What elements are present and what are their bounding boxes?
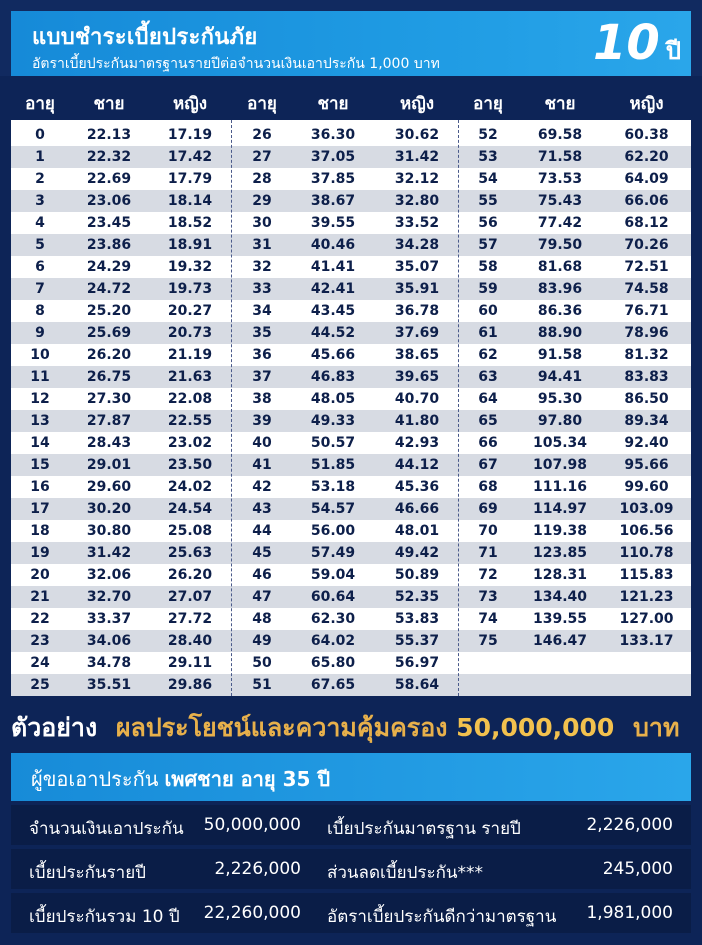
rate-cell-age: 22 — [30, 611, 50, 627]
rate-cell-female: 55.37 — [394, 633, 440, 649]
rate-cell-male: 44.52 — [310, 325, 356, 341]
rate-cell-male: 128.31 — [532, 567, 588, 583]
column-header-female: หญิง — [400, 94, 434, 114]
rate-cell-female: 83.83 — [624, 369, 669, 385]
rate-cell-female: 36.78 — [394, 303, 440, 319]
rate-cell-female: 66.06 — [624, 193, 669, 209]
example-text: ผลประโยชน์และความคุ้มครอง — [115, 713, 448, 742]
rate-cell-male: 77.42 — [537, 215, 583, 231]
rate-cell-age: 35 — [252, 325, 272, 341]
rate-cell-female: 23.50 — [167, 457, 213, 473]
rate-cell-male: 67.65 — [310, 677, 356, 693]
rate-cell-male: 46.83 — [310, 369, 356, 385]
rate-cell-female: 25.08 — [167, 523, 213, 539]
rate-cell-age: 23 — [30, 633, 50, 649]
rate-cell-male: 25.69 — [86, 325, 132, 341]
rate-cell-female: 60.38 — [624, 127, 669, 143]
rate-cell-male: 134.40 — [532, 589, 588, 605]
example-amount: 50,000,000 — [456, 713, 615, 742]
rate-cell-age: 62 — [478, 347, 498, 363]
rate-cell-age: 59 — [478, 281, 498, 297]
rate-cell-female: 56.97 — [394, 655, 440, 671]
rate-cell-age: 51 — [252, 677, 272, 693]
rate-cell-male: 31.42 — [86, 545, 132, 561]
rate-cell-age: 57 — [478, 237, 498, 253]
column-header-female: หญิง — [629, 94, 664, 114]
rate-cell-male: 40.46 — [310, 237, 356, 253]
rate-cell-female: 37.69 — [394, 325, 440, 341]
rate-cell-age: 55 — [478, 193, 498, 209]
rate-cell-male: 26.20 — [86, 347, 132, 363]
page-subtitle: อัตราเบี้ยประกันมาตรฐานรายปีต่อจำนวนเงินเอาประกัน 1,000 บาท — [32, 56, 440, 72]
summary-row — [11, 805, 691, 845]
rate-cell-male: 22.32 — [86, 149, 132, 165]
rate-table-header — [11, 88, 691, 114]
rate-cell-age: 47 — [252, 589, 272, 605]
rate-cell-female: 29.86 — [167, 677, 213, 693]
rate-cell-male: 28.43 — [86, 435, 132, 451]
applicant-banner — [11, 753, 691, 801]
rate-cell-male: 23.45 — [86, 215, 132, 231]
rate-cell-male: 123.85 — [532, 545, 588, 561]
rate-cell-male: 39.55 — [310, 215, 356, 231]
rate-cell-female: 64.09 — [624, 171, 669, 187]
example-heading — [11, 708, 679, 748]
rate-cell-age: 12 — [30, 391, 50, 407]
rate-cell-male: 32.70 — [86, 589, 132, 605]
rate-cell-age: 8 — [35, 303, 45, 319]
rate-cell-female: 24.02 — [167, 479, 213, 495]
rate-cell-male: 29.60 — [86, 479, 132, 495]
rate-cell-male: 83.96 — [537, 281, 583, 297]
rate-cell-age: 75 — [478, 633, 498, 649]
rate-cell-female: 53.83 — [394, 611, 440, 627]
rate-cell-male: 38.67 — [310, 193, 356, 209]
rate-cell-age: 10 — [30, 347, 50, 363]
rate-cell-age: 42 — [252, 479, 272, 495]
rate-cell-age: 38 — [252, 391, 272, 407]
rate-cell-male: 29.01 — [86, 457, 132, 473]
rate-cell-age: 29 — [252, 193, 272, 209]
rate-cell-male: 94.41 — [537, 369, 583, 385]
rate-cell-male: 27.30 — [86, 391, 132, 407]
rate-cell-male: 64.02 — [310, 633, 356, 649]
rate-cell-age: 24 — [30, 655, 50, 671]
rate-cell-age: 41 — [252, 457, 272, 473]
rate-cell-age: 53 — [478, 149, 498, 165]
rate-cell-male: 22.69 — [86, 171, 132, 187]
rate-cell-female: 25.63 — [167, 545, 213, 561]
rate-cell-age: 36 — [252, 347, 272, 363]
rate-cell-male: 60.64 — [310, 589, 356, 605]
rate-cell-female: 20.73 — [167, 325, 213, 341]
rate-cell-age: 70 — [478, 523, 498, 539]
rate-cell-female: 41.80 — [394, 413, 440, 429]
summary-label: เบี้ยประกันมาตรฐาน รายปี — [327, 819, 521, 839]
rate-cell-female: 86.50 — [624, 391, 669, 407]
rate-cell-age: 17 — [30, 501, 50, 517]
rate-cell-male: 51.85 — [310, 457, 356, 473]
rate-cell-age: 15 — [30, 457, 50, 473]
rate-cell-female: 21.19 — [167, 347, 213, 363]
rate-cell-age: 27 — [252, 149, 272, 165]
rate-cell-male: 91.58 — [537, 347, 583, 363]
summary-value: 245,000 — [602, 859, 673, 879]
rate-cell-female: 17.79 — [167, 171, 213, 187]
rate-cell-male: 25.20 — [86, 303, 132, 319]
rate-cell-female: 17.19 — [167, 127, 213, 143]
rate-cell-female: 44.12 — [394, 457, 440, 473]
rate-cell-age: 34 — [252, 303, 272, 319]
rate-cell-male: 45.66 — [310, 347, 356, 363]
rate-cell-male: 71.58 — [537, 149, 583, 165]
rate-cell-male: 43.45 — [310, 303, 356, 319]
rate-cell-male: 24.29 — [86, 259, 132, 275]
rate-cell-female: 27.07 — [167, 589, 213, 605]
rate-cell-male: 24.72 — [86, 281, 132, 297]
rate-cell-male: 86.36 — [537, 303, 583, 319]
summary-label: จำนวนเงินเอาประกัน — [29, 819, 184, 839]
rate-cell-female: 17.42 — [167, 149, 213, 165]
rate-cell-male: 81.68 — [537, 259, 583, 275]
rate-cell-female: 115.83 — [619, 567, 674, 583]
column-header-male: ชาย — [93, 94, 125, 114]
rate-cell-female: 68.12 — [624, 215, 669, 231]
rate-cell-female: 32.12 — [394, 171, 440, 187]
rate-cell-age: 46 — [252, 567, 272, 583]
summary-label: เบี้ยประกันรวม 10 ปี — [29, 907, 180, 927]
rate-cell-age: 5 — [35, 237, 45, 253]
rate-cell-age: 20 — [30, 567, 50, 583]
rate-cell-age: 52 — [478, 127, 498, 143]
rate-cell-female: 21.63 — [167, 369, 213, 385]
rate-cell-female: 33.52 — [394, 215, 440, 231]
rate-cell-male: 59.04 — [310, 567, 356, 583]
rate-cell-female: 81.32 — [624, 347, 669, 363]
rate-cell-female: 103.09 — [619, 501, 674, 517]
rate-cell-female: 78.96 — [624, 325, 669, 341]
rate-cell-age: 25 — [30, 677, 50, 693]
rate-cell-age: 18 — [30, 523, 50, 539]
rate-cell-female: 39.65 — [394, 369, 440, 385]
rate-cell-female: 22.55 — [167, 413, 213, 429]
rate-cell-male: 22.13 — [86, 127, 132, 143]
rate-cell-female: 127.00 — [619, 611, 674, 627]
rate-cell-age: 54 — [478, 171, 498, 187]
rate-cell-female: 38.65 — [394, 347, 440, 363]
rate-cell-age: 50 — [252, 655, 272, 671]
summary-value: 2,226,000 — [214, 859, 301, 879]
summary-row — [11, 893, 691, 933]
rate-cell-male: 34.78 — [86, 655, 132, 671]
summary-value: 50,000,000 — [203, 815, 301, 835]
rate-cell-female: 31.42 — [394, 149, 440, 165]
rate-cell-male: 146.47 — [532, 633, 588, 649]
rate-cell-female: 58.64 — [394, 677, 440, 693]
rate-cell-female: 28.40 — [167, 633, 213, 649]
rate-cell-female: 18.52 — [167, 215, 213, 231]
rate-cell-female: 24.54 — [167, 501, 213, 517]
payment-years-number: 10 — [592, 15, 660, 71]
applicant-detail: เพศชาย อายุ 35 ปี — [164, 767, 331, 791]
rate-cell-male: 37.05 — [310, 149, 356, 165]
rate-cell-male: 50.57 — [310, 435, 356, 451]
rate-cell-age: 13 — [30, 413, 50, 429]
column-header-age: อายุ — [473, 94, 503, 114]
rate-cell-age: 74 — [478, 611, 498, 627]
rate-cell-age: 49 — [252, 633, 272, 649]
rate-cell-female: 48.01 — [394, 523, 440, 539]
summary-label: อัตราเบี้ยประกันดีกว่ามาตรฐาน — [327, 907, 557, 927]
rate-cell-female: 46.66 — [394, 501, 440, 517]
applicant-label: ผู้ขอเอาประกัน — [31, 767, 159, 791]
rate-cell-age: 60 — [478, 303, 498, 319]
rate-cell-male: 41.41 — [310, 259, 356, 275]
rate-cell-female: 49.42 — [394, 545, 440, 561]
summary-label: ส่วนลดเบี้ยประกัน*** — [327, 863, 484, 883]
rate-cell-age: 72 — [478, 567, 498, 583]
rate-cell-female: 121.23 — [619, 589, 674, 605]
rate-cell-age: 21 — [30, 589, 50, 605]
column-header-male: ชาย — [317, 94, 349, 114]
rate-table — [11, 120, 691, 696]
rate-cell-male: 95.30 — [537, 391, 583, 407]
rate-cell-age: 39 — [252, 413, 272, 429]
rate-cell-male: 65.80 — [310, 655, 356, 671]
column-header-male: ชาย — [544, 94, 576, 114]
rate-cell-male: 35.51 — [86, 677, 132, 693]
rate-cell-age: 31 — [252, 237, 272, 253]
rate-cell-male: 107.98 — [532, 457, 588, 473]
rate-cell-male: 56.00 — [310, 523, 356, 539]
rate-cell-female: 19.32 — [167, 259, 213, 275]
rate-cell-age: 1 — [35, 149, 45, 165]
rate-cell-female: 26.20 — [167, 567, 213, 583]
example-label: ตัวอย่าง — [11, 713, 98, 742]
rate-cell-age: 73 — [478, 589, 498, 605]
column-header-age: อายุ — [247, 94, 277, 114]
rate-cell-male: 32.06 — [86, 567, 132, 583]
rate-cell-male: 57.49 — [310, 545, 356, 561]
rate-cell-male: 62.30 — [310, 611, 356, 627]
rate-cell-male: 54.57 — [310, 501, 356, 517]
rate-cell-male: 75.43 — [537, 193, 583, 209]
rate-cell-female: 42.93 — [394, 435, 440, 451]
rate-cell-age: 48 — [252, 611, 272, 627]
rate-cell-male: 30.20 — [86, 501, 132, 517]
rate-cell-female: 50.89 — [394, 567, 440, 583]
rate-cell-female: 72.51 — [624, 259, 669, 275]
rate-cell-age: 9 — [35, 325, 45, 341]
rate-cell-male: 119.38 — [532, 523, 588, 539]
payment-years-badge — [593, 15, 681, 71]
rate-cell-female: 32.80 — [394, 193, 440, 209]
rate-cell-male: 79.50 — [537, 237, 583, 253]
rate-cell-age: 32 — [252, 259, 272, 275]
rate-cell-female: 20.27 — [167, 303, 213, 319]
column-header-female: หญิง — [173, 94, 207, 114]
rate-cell-age: 6 — [35, 259, 45, 275]
rate-cell-male: 37.85 — [310, 171, 356, 187]
rate-cell-male: 105.34 — [532, 435, 588, 451]
rate-cell-age: 63 — [478, 369, 498, 385]
rate-cell-female: 74.58 — [624, 281, 669, 297]
rate-cell-age: 3 — [35, 193, 45, 209]
page-title: แบบชำระเบี้ยประกันภัย — [32, 25, 258, 50]
rate-cell-age: 58 — [478, 259, 498, 275]
rate-cell-age: 0 — [35, 127, 45, 143]
rate-cell-age: 40 — [252, 435, 272, 451]
rate-cell-male: 48.05 — [310, 391, 356, 407]
rate-cell-male: 69.58 — [537, 127, 583, 143]
rate-cell-age: 19 — [30, 545, 50, 561]
rate-cell-age: 37 — [252, 369, 272, 385]
rate-cell-female: 133.17 — [619, 633, 674, 649]
rate-cell-female: 95.66 — [624, 457, 669, 473]
rate-cell-age: 33 — [252, 281, 272, 297]
rate-cell-age: 64 — [478, 391, 498, 407]
rate-cell-age: 69 — [478, 501, 498, 517]
rate-cell-male: 73.53 — [537, 171, 583, 187]
rate-cell-female: 52.35 — [394, 589, 440, 605]
rate-cell-female: 35.91 — [394, 281, 440, 297]
rate-cell-female: 62.20 — [624, 149, 669, 165]
summary-value: 1,981,000 — [586, 903, 673, 923]
rate-cell-female: 106.56 — [619, 523, 674, 539]
rate-cell-age: 45 — [252, 545, 272, 561]
rate-cell-male: 26.75 — [86, 369, 132, 385]
rate-cell-age: 28 — [252, 171, 272, 187]
rate-cell-male: 114.97 — [532, 501, 588, 517]
rate-cell-age: 61 — [478, 325, 498, 341]
rate-cell-male: 36.30 — [310, 127, 356, 143]
rate-cell-age: 26 — [252, 127, 272, 143]
rate-cell-female: 30.62 — [394, 127, 440, 143]
rate-cell-female: 18.91 — [167, 237, 213, 253]
rate-cell-female: 89.34 — [624, 413, 669, 429]
rate-cell-female: 34.28 — [394, 237, 440, 253]
rate-cell-female: 27.72 — [167, 611, 213, 627]
rate-cell-female: 110.78 — [619, 545, 674, 561]
rate-cell-female: 35.07 — [394, 259, 440, 275]
rate-cell-age: 14 — [30, 435, 50, 451]
summary-label: เบี้ยประกันรายปี — [29, 863, 146, 883]
header-banner — [11, 11, 691, 76]
rate-cell-female: 22.08 — [167, 391, 213, 407]
rate-cell-male: 33.37 — [86, 611, 132, 627]
rate-cell-age: 44 — [252, 523, 272, 539]
rate-cell-male: 42.41 — [310, 281, 356, 297]
rate-cell-female: 76.71 — [624, 303, 669, 319]
rate-cell-male: 139.55 — [532, 611, 588, 627]
rate-cell-male: 30.80 — [86, 523, 132, 539]
rate-cell-male: 111.16 — [532, 479, 588, 495]
rate-cell-male: 34.06 — [86, 633, 132, 649]
rate-cell-age: 16 — [30, 479, 50, 495]
rate-cell-age: 30 — [252, 215, 272, 231]
rate-cell-female: 92.40 — [624, 435, 669, 451]
rate-cell-female: 18.14 — [167, 193, 213, 209]
rate-cell-age: 4 — [35, 215, 45, 231]
rate-cell-age: 7 — [35, 281, 45, 297]
rate-cell-female: 40.70 — [394, 391, 440, 407]
rate-cell-female: 99.60 — [624, 479, 669, 495]
rate-cell-age: 71 — [478, 545, 498, 561]
rate-cell-age: 56 — [478, 215, 498, 231]
rate-cell-male: 23.06 — [86, 193, 132, 209]
summary-value: 22,260,000 — [203, 903, 301, 923]
rate-cell-male: 53.18 — [310, 479, 356, 495]
rate-cell-male: 97.80 — [537, 413, 583, 429]
rate-cell-male: 88.90 — [537, 325, 583, 341]
rate-cell-age: 67 — [478, 457, 498, 473]
rate-cell-age: 11 — [30, 369, 50, 385]
rate-cell-female: 29.11 — [167, 655, 213, 671]
rate-cell-female: 45.36 — [394, 479, 440, 495]
column-header-age: อายุ — [25, 94, 55, 114]
rate-cell-age: 65 — [478, 413, 498, 429]
payment-years-unit: ปี — [665, 37, 681, 65]
rate-cell-age: 43 — [252, 501, 272, 517]
rate-cell-age: 66 — [478, 435, 498, 451]
rate-cell-male: 27.87 — [86, 413, 132, 429]
rate-cell-female: 70.26 — [624, 237, 669, 253]
rate-cell-age: 2 — [35, 171, 45, 187]
rate-cell-age: 68 — [478, 479, 498, 495]
rate-cell-male: 23.86 — [86, 237, 132, 253]
example-unit: บาท — [633, 713, 680, 742]
rate-cell-female: 19.73 — [167, 281, 213, 297]
summary-value: 2,226,000 — [586, 815, 673, 835]
rate-cell-male: 49.33 — [310, 413, 356, 429]
rate-cell-female: 23.02 — [167, 435, 213, 451]
summary-row — [11, 849, 691, 889]
